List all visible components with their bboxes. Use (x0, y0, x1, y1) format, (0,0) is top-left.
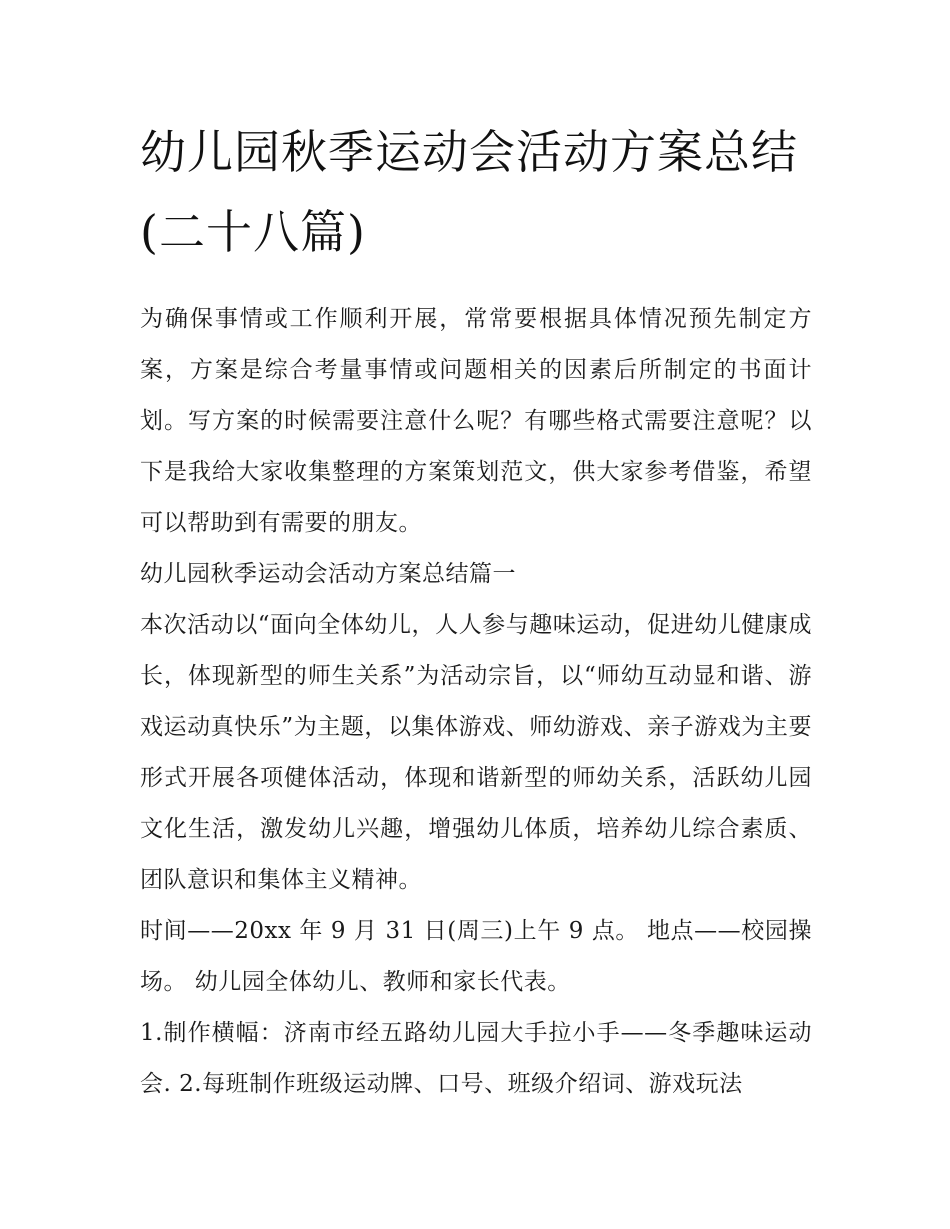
section-paragraph-time-place: 时间——20xx 年 9 月 31 日(周三)上午 9 点。 地点——校园操场。 幼儿园全体幼儿、教师和家长代表。 (140, 918, 812, 995)
section-paragraph-purpose: 本次活动以“面向全体幼儿，人人参与趣味运动，促进幼儿健康成长，体现新型的师生关系”为活动宗旨，以“师幼互动显和谐、游戏运动真快乐”为主题，以集体游戏、师幼游戏、亲子游戏为主要形式开展各项健体活动，体现和谐新型的师幼关系，活跃幼儿园文化生活，激发幼儿兴趣，增强幼儿体质，培养幼儿综合素质、团队意识和集体主义精神。 (140, 612, 812, 893)
intro-paragraph: 为确保事情或工作顺利开展，常常要根据具体情况预先制定方案，方案是综合考量事情或问题相关的因素后所制定的书面计划。写方案的时候需要注意什么呢？有哪些格式需要注意呢？以下是我给大家收集整理的方案策划范文，供大家参考借鉴，希望可以帮助到有需要的朋友。 (140, 306, 812, 536)
section-paragraph-preparation: 1.制作横幅：济南市经五路幼儿园大手拉小手——冬季趣味运动会. 2.每班制作班级运动牌、口号、班级介绍词、游戏玩法 (140, 1020, 812, 1097)
section-heading: 幼儿园秋季运动会活动方案总结篇一 (140, 561, 516, 587)
document-title: 幼儿园秋季运动会活动方案总结(二十八篇) (140, 125, 798, 259)
document-page (140, 112, 812, 1110)
